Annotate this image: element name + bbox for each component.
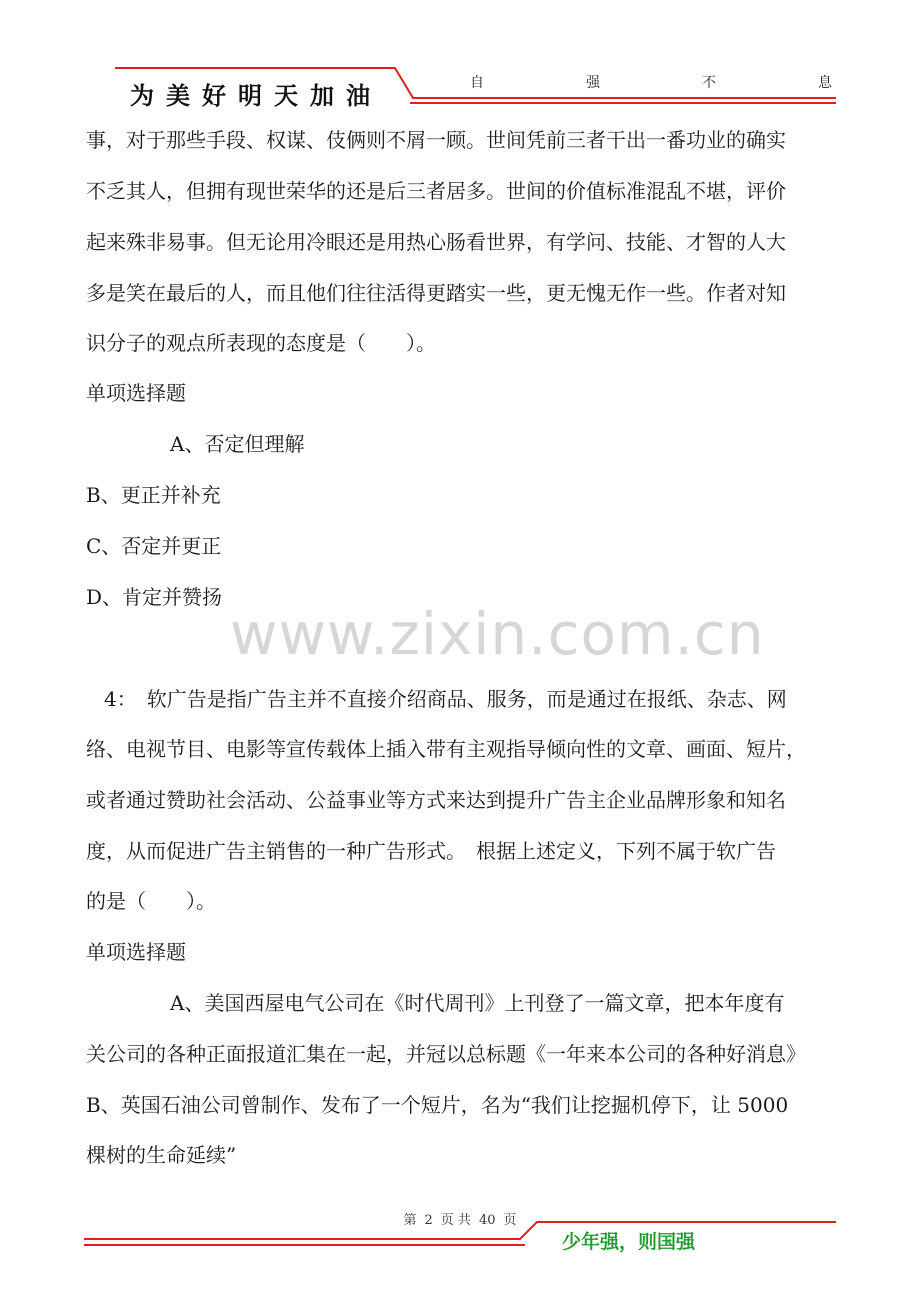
stem-line: 的是（ ）。 [86,889,216,913]
stem-line: 不乏其人，但拥有现世荣华的还是后三者居多。世间的价值标准混乱不堪，评价 [86,179,786,203]
header-char: 自 [470,75,484,91]
option-a: A、美国西屋电气公司在《时代周刊》上刊登了一篇文章，把本年度有 [170,991,785,1015]
stem-line: 事，对于那些手段、权谋、伎俩则不屑一顾。世间凭前三者干出一番功业的确实 [86,128,786,152]
option-d: D、肯定并赞扬 [86,585,223,609]
option-a-cont: 关公司的各种正面报道汇集在一起，并冠以总标题《一年来本公司的各种好消息》 [86,1042,806,1066]
option-b: B、英国石油公司曾制作、发布了一个短片，名为“我们让挖掘机停下，让 5000 [86,1093,789,1117]
stem-line: 起来殊非易事。但无论用冷眼还是用热心肠看世界，有学问、技能、才智的人大 [86,230,786,254]
header-motto: 为美好明天加油 [130,82,382,110]
stem-line: 度，从而促进广告主销售的一种广告形式。 根据上述定义，下列不属于软广告 [86,839,776,863]
question-type: 单项选择题 [86,381,186,405]
footer-rule [0,1215,920,1250]
option-a: A、否定但理解 [170,432,305,456]
watermark: www.zixin.com.cn [230,600,765,668]
stem-line: 络、电视节目、电影等宣传载体上插入带有主观指导倾向性的文章、画面、短片， [86,737,806,761]
header-char: 强 [586,75,600,91]
question-type: 单项选择题 [86,940,186,964]
header-right-motto [470,72,832,92]
option-b-cont: 棵树的生命延续” [86,1143,237,1167]
stem-line: 多是笑在最后的人，而且他们往往活得更踏实一些，更无愧无作一些。作者对知 [86,281,786,305]
stem-line: 4： 软广告是指广告主并不直接介绍商品、服务，而是通过在报纸、杂志、网 [104,687,787,711]
stem-line: 识分子的观点所表现的态度是（ ）。 [86,331,436,355]
page-number: 第 2 页 共 40 页 [403,1213,517,1228]
option-b: B、更正并补充 [86,483,221,507]
stem-line: 或者通过赞助社会活动、公益事业等方式来达到提升广告主企业品牌形象和知名 [86,788,786,812]
option-c: C、否定并更正 [86,534,222,558]
header-char: 不 [702,75,716,91]
footer-slogan: 少年强，则国强 [562,1231,696,1253]
header-char: 息 [818,75,832,91]
